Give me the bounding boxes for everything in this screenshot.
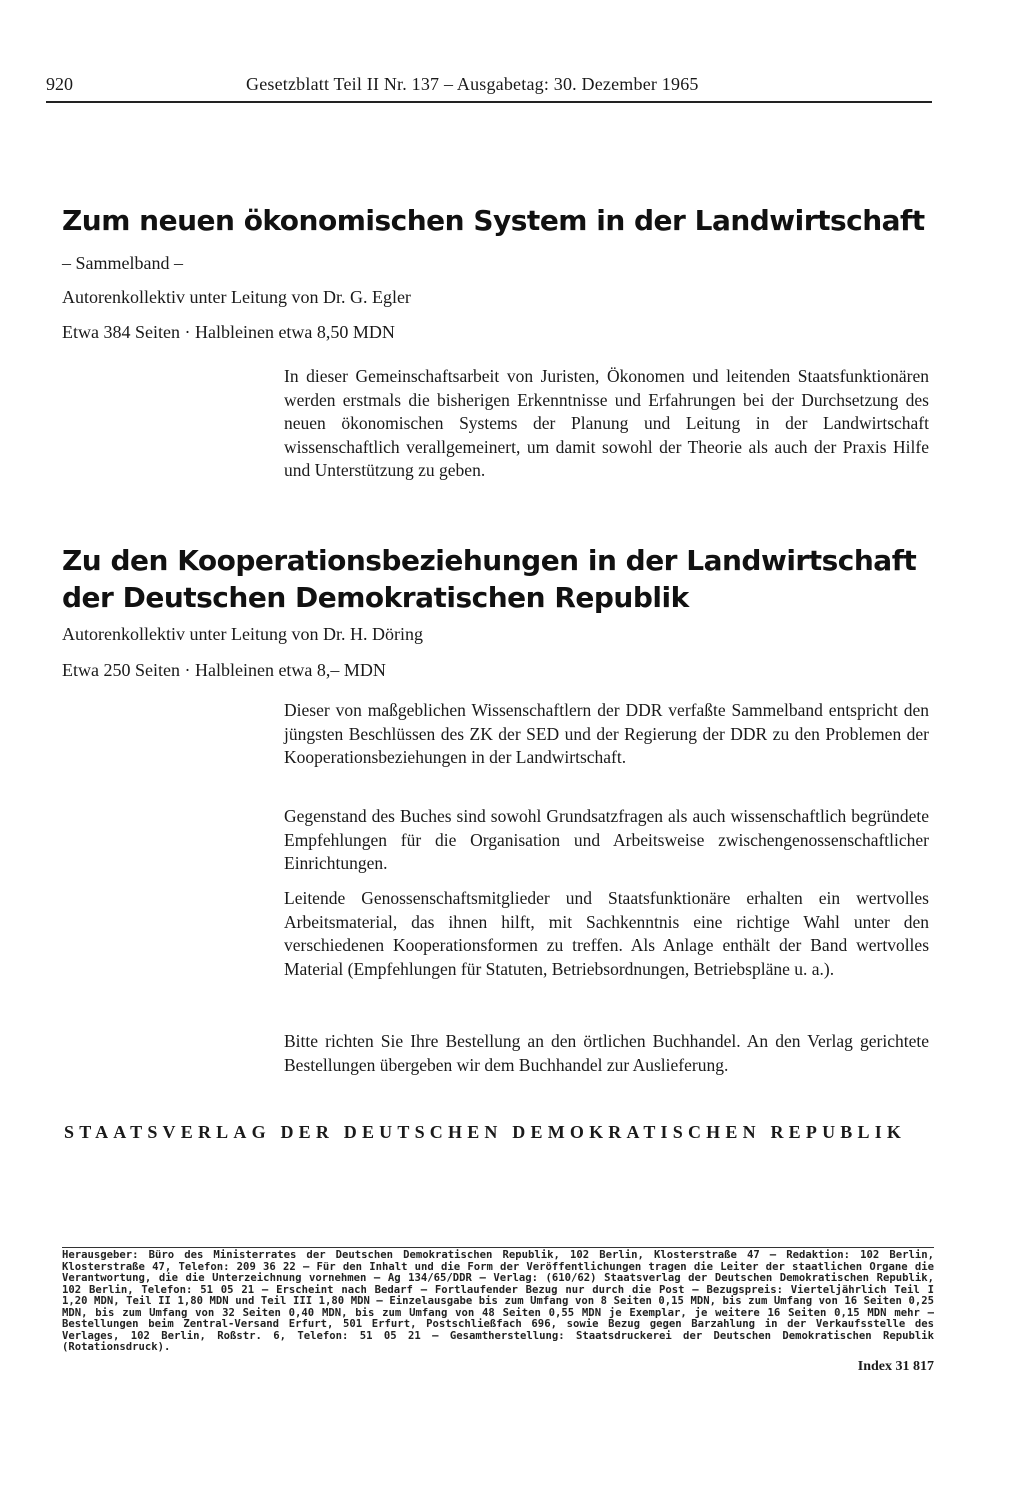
- book2-paragraph-3: [284, 887, 929, 981]
- book1-subtitle: – Sammelband –: [62, 253, 183, 273]
- book1-description-text: In dieser Gemeinschaftsarbeit von Juristen, Ökonomen und leitenden Staatsfunktionären werden erstmals die bisherigen Erkenntnisse und Erfahrungen bei der Durchsetzung des neuen ökonomischen Systems der Planung und Leitung in der Landwirtschaft wissenschaftlich verallgemeinert, um damit sowohl der Theorie als auch der Praxis Hilfe und Unterstützung zu geben.: [284, 366, 929, 480]
- index-number: Index 31 817: [857, 1359, 934, 1374]
- book2-paragraph-2-text: Gegenstand des Buches sind sowohl Grundsatzfragen als auch wissenschaftlich begründete Empfehlungen für die Organisation und Arbeitsweise zwischengenossenschaftlicher Einrichtungen.: [284, 806, 929, 873]
- book2-title-line2: der Deutschen Demokratischen Republik: [62, 581, 689, 614]
- book2-paragraph-4: [284, 1030, 929, 1077]
- book2-paragraph-3-text: Leitende Genossenschaftsmitglieder und Staatsfunktionäre erhalten ein wertvolles Arbeitsmaterial, das ihnen hilft, mit Sachkenntnis eine richtige Wahl unter den verschiedenen Kooperationsformen zu treffen. Als Anlage enthält der Band wertvolles Material (Empfehlungen für Statuten, Betriebsordnungen, Betriebspläne u. a.).: [284, 888, 929, 979]
- book2-authors: Autorenkollektiv unter Leitung von Dr. H. Döring: [62, 624, 423, 644]
- book2-paragraph-2: [284, 805, 929, 876]
- book2-title-line1: Zu den Kooperationsbeziehungen in der Landwirtschaft: [62, 544, 917, 577]
- imprint-text: Herausgeber: Büro des Ministerrates der Deutschen Demokratischen Republik, 102 Berlin, Klosterstraße 47 – Redaktion: 102 Berlin, Klosterstraße 47, Telefon: 209 36 22 – Für den Inhalt und die Form der Veröffentlichungen tragen die Leiter der staatlichen Organe die Verantwortung, die die Unterzeichnung vornehmen – Ag 134/65/DDR – Verlag: (610/62) Staatsverlag der Deutschen Demokratischen Republik, 102 Berlin, Telefon: 51 05 21 – Erscheint nach Bedarf – Fortlaufender Bezug nur durch die Post – Bezugspreis: Vierteljährlich Teil I 1,20 MDN, Teil II 1,80 MDN und Teil III 1,80 MDN – Einzelausgabe bis zum Umfang von 8 Seiten 0,15 MDN, bis zum Umfang von 16 Seiten 0,25 MDN, bis zum Umfang von 32 Seiten 0,40 MDN, bis zum Umfang von 48 Seiten 0,55 MDN je Exemplar, je weitere 16 Seiten 0,15 MDN mehr – Bestellungen beim Zentral-Versand Erfurt, 501 Erfurt, Postschließfach 696, sowie Bezug gegen Barzahlung in der Verkaufsstelle des Verlages, 102 Berlin, Roßstr. 6, Telefon: 51 05 21 – Gesamtherstellung: Staatsdruckerei der Deutschen Demokratischen Republik (Rotationsdruck).: [62, 1249, 934, 1353]
- running-title: Gesetzblatt Teil II Nr. 137 – Ausgabetag: 30. Dezember 1965: [246, 74, 699, 94]
- page-number: 920: [46, 74, 73, 94]
- book2-paragraph-1-text: Dieser von maßgeblichen Wissenschaftlern der DDR verfaßte Sammelband entspricht den jüngsten Beschlüssen des ZK der SED und der Regierung der DDR zu den Problemen der Kooperationsbeziehungen in der Landwirtschaft.: [284, 700, 929, 767]
- header-rule: [46, 101, 932, 103]
- book2-specs: Etwa 250 Seiten · Halbleinen etwa 8,– MDN: [62, 660, 386, 680]
- book1-specs: Etwa 384 Seiten · Halbleinen etwa 8,50 MDN: [62, 322, 395, 342]
- running-header: [46, 70, 932, 100]
- book1-title: Zum neuen ökonomischen System in der Landwirtschaft: [62, 204, 925, 237]
- book2-paragraph-1: [284, 699, 929, 770]
- imprint-rule: [62, 1247, 934, 1248]
- book2-paragraph-4-text: Bitte richten Sie Ihre Bestellung an den örtlichen Buchhandel. An den Verlag gerichtete Bestellungen übergeben wir dem Buchhandel zur Auslieferung.: [284, 1031, 929, 1075]
- publisher-name: STAATSVERLAG DER DEUTSCHEN DEMOKRATISCHEN REPUBLIK: [64, 1122, 907, 1142]
- book1-authors: Autorenkollektiv unter Leitung von Dr. G. Egler: [62, 287, 411, 307]
- book1-description: [284, 365, 929, 483]
